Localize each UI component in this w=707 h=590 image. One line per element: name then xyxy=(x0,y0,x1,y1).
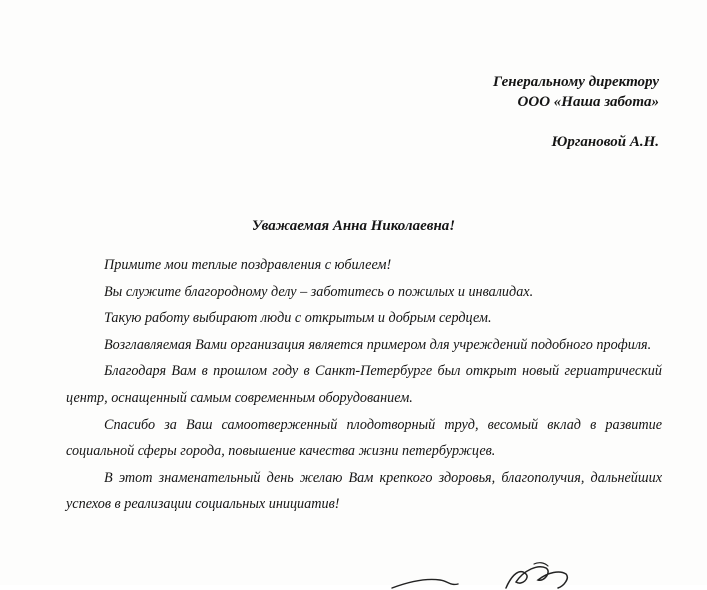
paragraph-3: Такую работу выбирают люди с открытым и добрым сердцем. xyxy=(104,310,492,327)
addressee-block xyxy=(493,72,659,152)
paragraph-6: Спасибо за Ваш самоотверженный плодотворный труд, весомый вклад в развитие социальной сферы города, повышение качества жизни петербуржцев. xyxy=(66,416,662,460)
greeting-heading: Уважаемая Анна Николаевна! xyxy=(251,218,456,234)
addressee-company: ООО «Наша забота» xyxy=(517,94,659,110)
signature-icon xyxy=(388,560,588,590)
paragraph-5: Благодаря Вам в прошлом году в Санкт-Петербурге был открыт новый гериатрический центр, оснащенный самым современным оборудованием. xyxy=(66,363,662,406)
paragraph-4: Возглавляемая Вами организация является примером для учреждений подобного профиля. xyxy=(104,336,652,353)
addressee-position: Генеральному директору xyxy=(492,74,659,90)
paragraph-2: Вы служите благородному делу – заботитесь о пожилых и инвалидах. xyxy=(104,283,534,300)
addressee-name: Юргановой А.Н. xyxy=(551,134,659,150)
paragraph-7: В этот знаменательный день желаю Вам крепкого здоровья, благополучия, дальнейших успехов в реализации социальных инициатив! xyxy=(66,469,662,513)
letter-body xyxy=(66,252,662,518)
paragraph-1: Примите мои теплые поздравления с юбилеем! xyxy=(104,257,392,273)
